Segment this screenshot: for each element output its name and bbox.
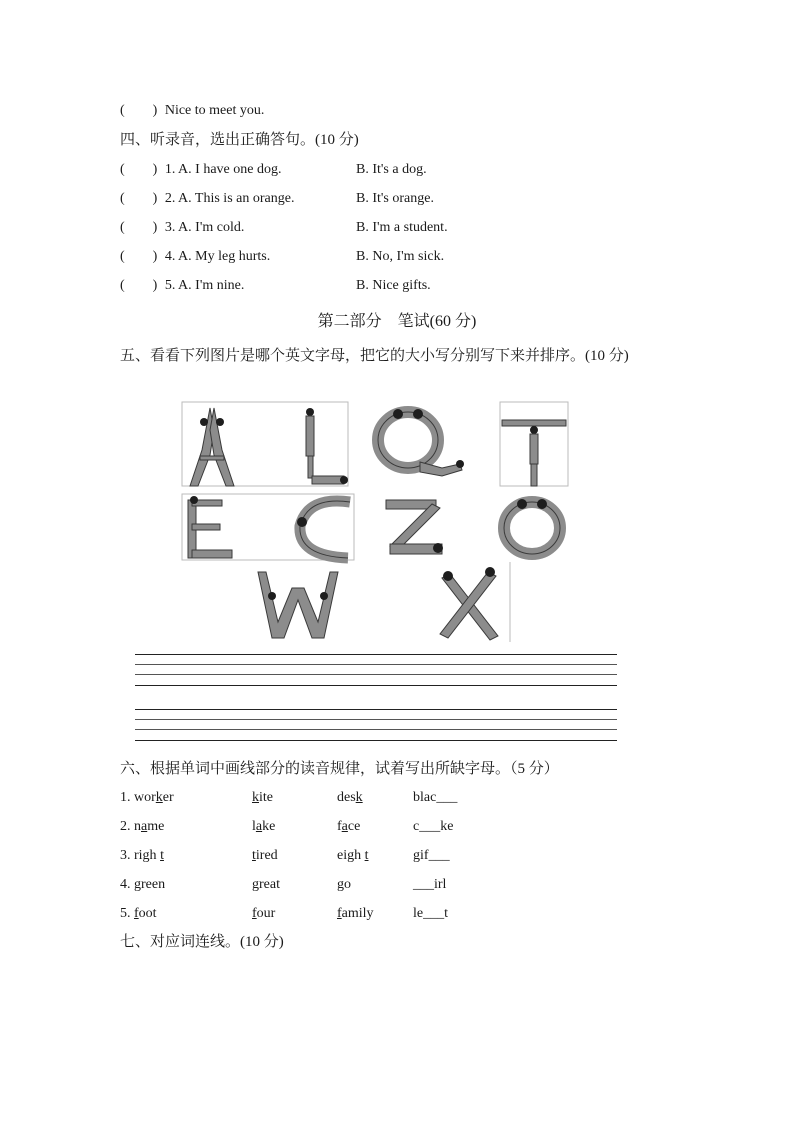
- blank-field[interactable]: ___: [413, 877, 434, 892]
- blank-field[interactable]: ___: [419, 819, 441, 834]
- section4-title: 四、听录音，选出正确答句。(10 分): [120, 132, 359, 148]
- option-a: 5. A. I'm nine.: [164, 278, 245, 293]
- answer-paren[interactable]: ( ): [120, 249, 158, 264]
- question-item-1: [120, 161, 281, 179]
- blank-field[interactable]: ___: [428, 848, 450, 863]
- section6-title: 六、根据单词中画线部分的读音规律，试着写出所缺字母。（5 分）: [120, 761, 559, 777]
- writing-line: [135, 664, 617, 665]
- letter-w-figure: [258, 572, 338, 638]
- answer-paren[interactable]: ( ): [120, 191, 158, 206]
- blank-word-cell[interactable]: ___irl: [413, 877, 447, 892]
- word-cell: four: [252, 906, 276, 921]
- option-b: B. No, I'm sick.: [356, 249, 445, 264]
- blank-word-cell[interactable]: blac___: [413, 790, 458, 805]
- blank-field[interactable]: ___: [423, 906, 445, 921]
- question-item-3: [120, 219, 244, 237]
- word-cell: go: [337, 877, 351, 892]
- section5-title: 五、看看下列图片是哪个英文字母，把它的大小写分别写下来并排序。(10 分): [120, 348, 629, 364]
- letter-q-figure: [378, 409, 464, 476]
- word-cell: 1. worker: [120, 790, 174, 805]
- writing-line: [135, 719, 617, 720]
- letter-l-figure: [306, 408, 348, 484]
- word-cell: tired: [252, 848, 278, 863]
- option-b: B. Nice gifts.: [356, 278, 431, 293]
- letter-o-figure: [504, 499, 560, 554]
- word-cell: 5. foot: [120, 906, 157, 921]
- option-a: 3. A. I'm cold.: [164, 220, 245, 235]
- part2-title: 第二部分 笔试(60 分): [317, 313, 477, 330]
- answer-paren[interactable]: ( ): [120, 278, 158, 293]
- letter-x-figure: [440, 567, 498, 640]
- writing-line: [135, 654, 617, 655]
- blank-word-cell[interactable]: gif___: [413, 848, 450, 863]
- answer-paren[interactable]: ( ): [120, 103, 158, 118]
- letter-e-figure: [188, 496, 232, 558]
- blank-word-cell[interactable]: c___ke: [413, 819, 454, 834]
- answer-paren[interactable]: ( ): [120, 220, 158, 235]
- question-item-4: [120, 248, 270, 266]
- writing-line: [135, 674, 617, 675]
- question-item-5: [120, 277, 244, 295]
- section7-title: 七、对应词连线。(10 分): [120, 934, 284, 950]
- answer-paren[interactable]: ( ): [120, 162, 158, 177]
- word-cell: 4. green: [120, 877, 166, 892]
- writing-line: [135, 740, 617, 741]
- word-cell: eigh t: [337, 848, 369, 863]
- option-a: 2. A. This is an orange.: [164, 191, 295, 206]
- word-cell: 3. righ t: [120, 848, 164, 863]
- blank-word-cell[interactable]: le___t: [413, 906, 448, 921]
- item-text: Nice to meet you.: [164, 103, 265, 118]
- writing-line: [135, 729, 617, 730]
- word-cell: 2. name: [120, 819, 165, 834]
- word-cell: lake: [252, 819, 276, 834]
- word-cell: desk: [337, 790, 363, 805]
- word-cell: kite: [252, 790, 273, 805]
- letter-t-figure: [502, 420, 566, 486]
- option-b: B. It's a dog.: [356, 162, 427, 177]
- body-letters-illustration: [180, 400, 580, 645]
- letter-z-figure: [386, 500, 443, 554]
- option-a: 4. A. My leg hurts.: [164, 249, 271, 264]
- word-cell: great: [252, 877, 280, 892]
- word-cell: family: [337, 906, 374, 921]
- word-cell: face: [337, 819, 361, 834]
- option-b: B. I'm a student.: [356, 220, 448, 235]
- option-a: 1. A. I have one dog.: [164, 162, 282, 177]
- writing-line: [135, 709, 617, 710]
- option-b: B. It's orange.: [356, 191, 434, 206]
- blank-field[interactable]: ___: [436, 790, 458, 805]
- writing-line: [135, 685, 617, 686]
- letter-c-figure: [297, 501, 350, 558]
- question-item-2: [120, 190, 294, 208]
- letter-a-figure: [190, 408, 234, 486]
- question-item-top: [120, 102, 264, 120]
